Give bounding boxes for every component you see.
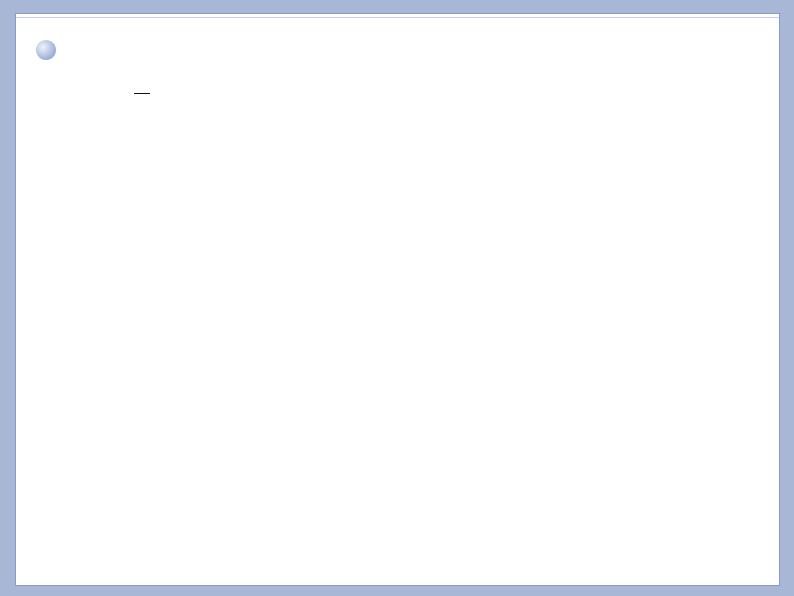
bullet-icon xyxy=(36,40,56,60)
slide xyxy=(15,13,780,586)
frame-line xyxy=(16,17,779,18)
question xyxy=(36,32,64,68)
time-signature-bar xyxy=(134,93,150,94)
time-signature xyxy=(134,92,150,95)
